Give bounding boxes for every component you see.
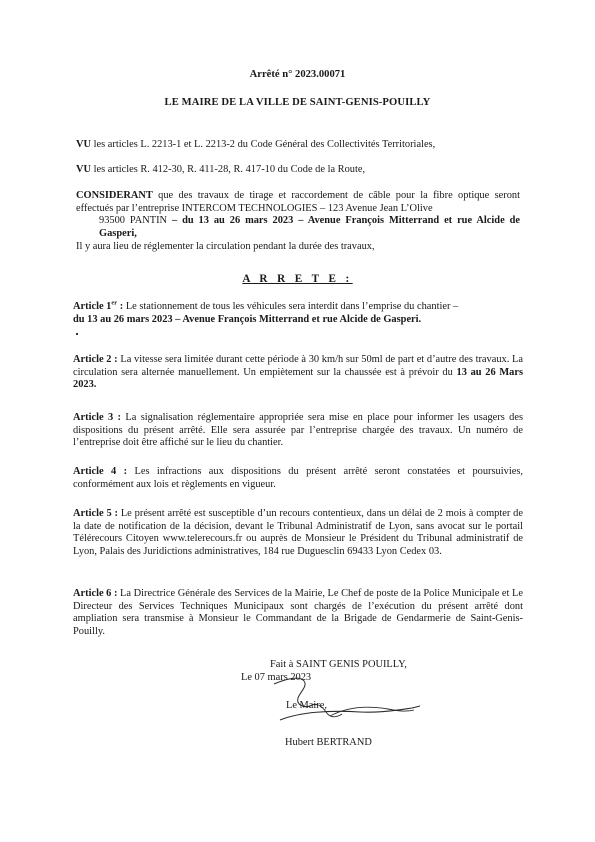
article-2 xyxy=(73,354,523,392)
article-1-label xyxy=(73,301,123,312)
considerant-address xyxy=(76,215,520,240)
article-6-text: La Directrice Générale des Services de la Mairie, Le Chef de poste de la Police Municipale et Le Directeur des Services Techniques Municipaux sont chargés de l’exécution du présent arrêté dont ampliation sera transmise à Monsieur le Commandant de la Brigade de Gendarmerie de Saint-Genis-Pouilly. xyxy=(73,588,523,638)
article-1-label-text: Article 1 xyxy=(73,301,112,312)
considerant-paragraph xyxy=(76,190,520,253)
article-6-label: Article 6 : xyxy=(73,588,118,599)
article-4-text: Les infractions aux dispositions du présent arrêté seront constatées et poursuivies, conformément aux lois et règlements en vigueur. xyxy=(73,466,523,490)
signature-date: Le 07 mars 2023 xyxy=(241,672,312,683)
considerant-label: CONSIDERANT xyxy=(76,190,153,201)
article-4-label: Article 4 : xyxy=(73,466,128,477)
article-5-text: Le présent arrêté est susceptible d’un recours contentieux, dans un délai de 2 mois à compter de la date de notification de la décision, devant le Tribunal Administratif de Lyon, sans avocat sur le portail Télérecours Citoyen www.telerecours.fr ou auprès de Monsieur le Président du Tribunal administratif de Lyon, Palais des Juridictions administratives, 184 rue Duguesclin 69433 Lyon Cedex 03. xyxy=(73,508,523,558)
mayor-title: LE MAIRE DE LA VILLE DE SAINT-GENIS-POUILLY xyxy=(164,97,431,108)
article-2-dates: 13 au 26 Mars 2023. xyxy=(73,366,523,391)
signature-place: Fait à SAINT GENIS POUILLY, xyxy=(270,659,407,670)
considerant-city: 93500 PANTIN xyxy=(99,215,168,227)
stray-mark xyxy=(76,333,78,335)
article-5-label: Article 5 : xyxy=(73,508,118,519)
vu-text: les articles L. 2213-1 et L. 2213-2 du Code Général des Collectivités Territoriales, xyxy=(91,139,436,150)
article-1-colon: : xyxy=(117,301,124,312)
arrete-heading: A R R E T E : xyxy=(242,273,353,285)
arrete-number: Arrêté n° 2023.00071 xyxy=(249,69,346,80)
vu-line-2 xyxy=(76,164,365,177)
article-4 xyxy=(73,466,523,491)
vu-label: VU xyxy=(76,164,92,175)
considerant-dates: – du 13 au 26 mars 2023 – Avenue François Mitterrand et rue Alcide de Gasperi, xyxy=(99,215,521,240)
article-3-label: Article 3 : xyxy=(73,412,121,423)
signature-role: Le Maire, xyxy=(286,700,327,711)
article-2-label: Article 2 : xyxy=(73,354,118,365)
article-1-dates: du 13 au 26 mars 2023 – Avenue François Mitterrand et rue Alcide de Gasperi. xyxy=(73,313,422,325)
considerant-body xyxy=(76,190,520,215)
article-3 xyxy=(73,412,523,450)
vu-text: les articles R. 412-30, R. 411-28, R. 417-10 du Code de la Route, xyxy=(91,164,366,175)
article-2-text: La vitesse sera limitée durant cette période à 30 km/h sur 50ml de part et d’autre des travaux. La circulation sera alternée manuellement. Un empiètement sur la chaussée est à prévoir du xyxy=(73,354,523,378)
article-1 xyxy=(73,301,523,326)
vu-label: VU xyxy=(76,139,92,150)
signatory-name: Hubert BERTRAND xyxy=(285,737,372,748)
article-1-text: Le stationnement de tous les véhicules sera interdit dans l’emprise du chantier – xyxy=(123,301,459,312)
considerant-text: que des travaux de tirage et raccordement de câble pour la fibre optique seront effectués par l’entreprise INTERCOM TECHNOLOGIES – 123 Avenue Jean L’Olive xyxy=(76,190,520,214)
considerant-conclusion: Il y aura lieu de réglementer la circulation pendant la durée des travaux, xyxy=(76,240,375,252)
article-3-text: La signalisation réglementaire appropriée sera mise en place pour informer les usagers des dispositions du présent arrêté. Elle sera assurée par l’entreprise chargée des travaux. Un numéro de l’entreprise doit être affiché sur le lieu du chantier. xyxy=(73,412,523,449)
article-5 xyxy=(73,508,523,559)
article-6 xyxy=(73,588,523,639)
vu-line-1 xyxy=(76,139,435,152)
article-1-sup: er xyxy=(111,299,118,307)
